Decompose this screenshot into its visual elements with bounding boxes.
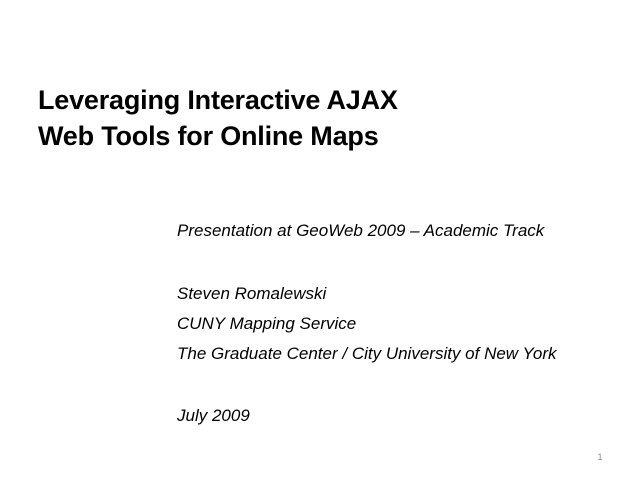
- title-line-1: Leveraging Interactive AJAX: [38, 85, 398, 115]
- presentation-date: July 2009: [177, 406, 250, 425]
- slide-number: 1: [597, 452, 603, 462]
- author-name: Steven Romalewski: [177, 284, 327, 303]
- presentation-subtitle: Presentation at GeoWeb 2009 – Academic Track: [177, 221, 545, 240]
- organization-name: CUNY Mapping Service: [177, 314, 357, 333]
- slide-title: [38, 82, 598, 154]
- institution-name: The Graduate Center / City University of New York: [177, 344, 557, 363]
- title-line-2: Web Tools for Online Maps: [38, 121, 379, 151]
